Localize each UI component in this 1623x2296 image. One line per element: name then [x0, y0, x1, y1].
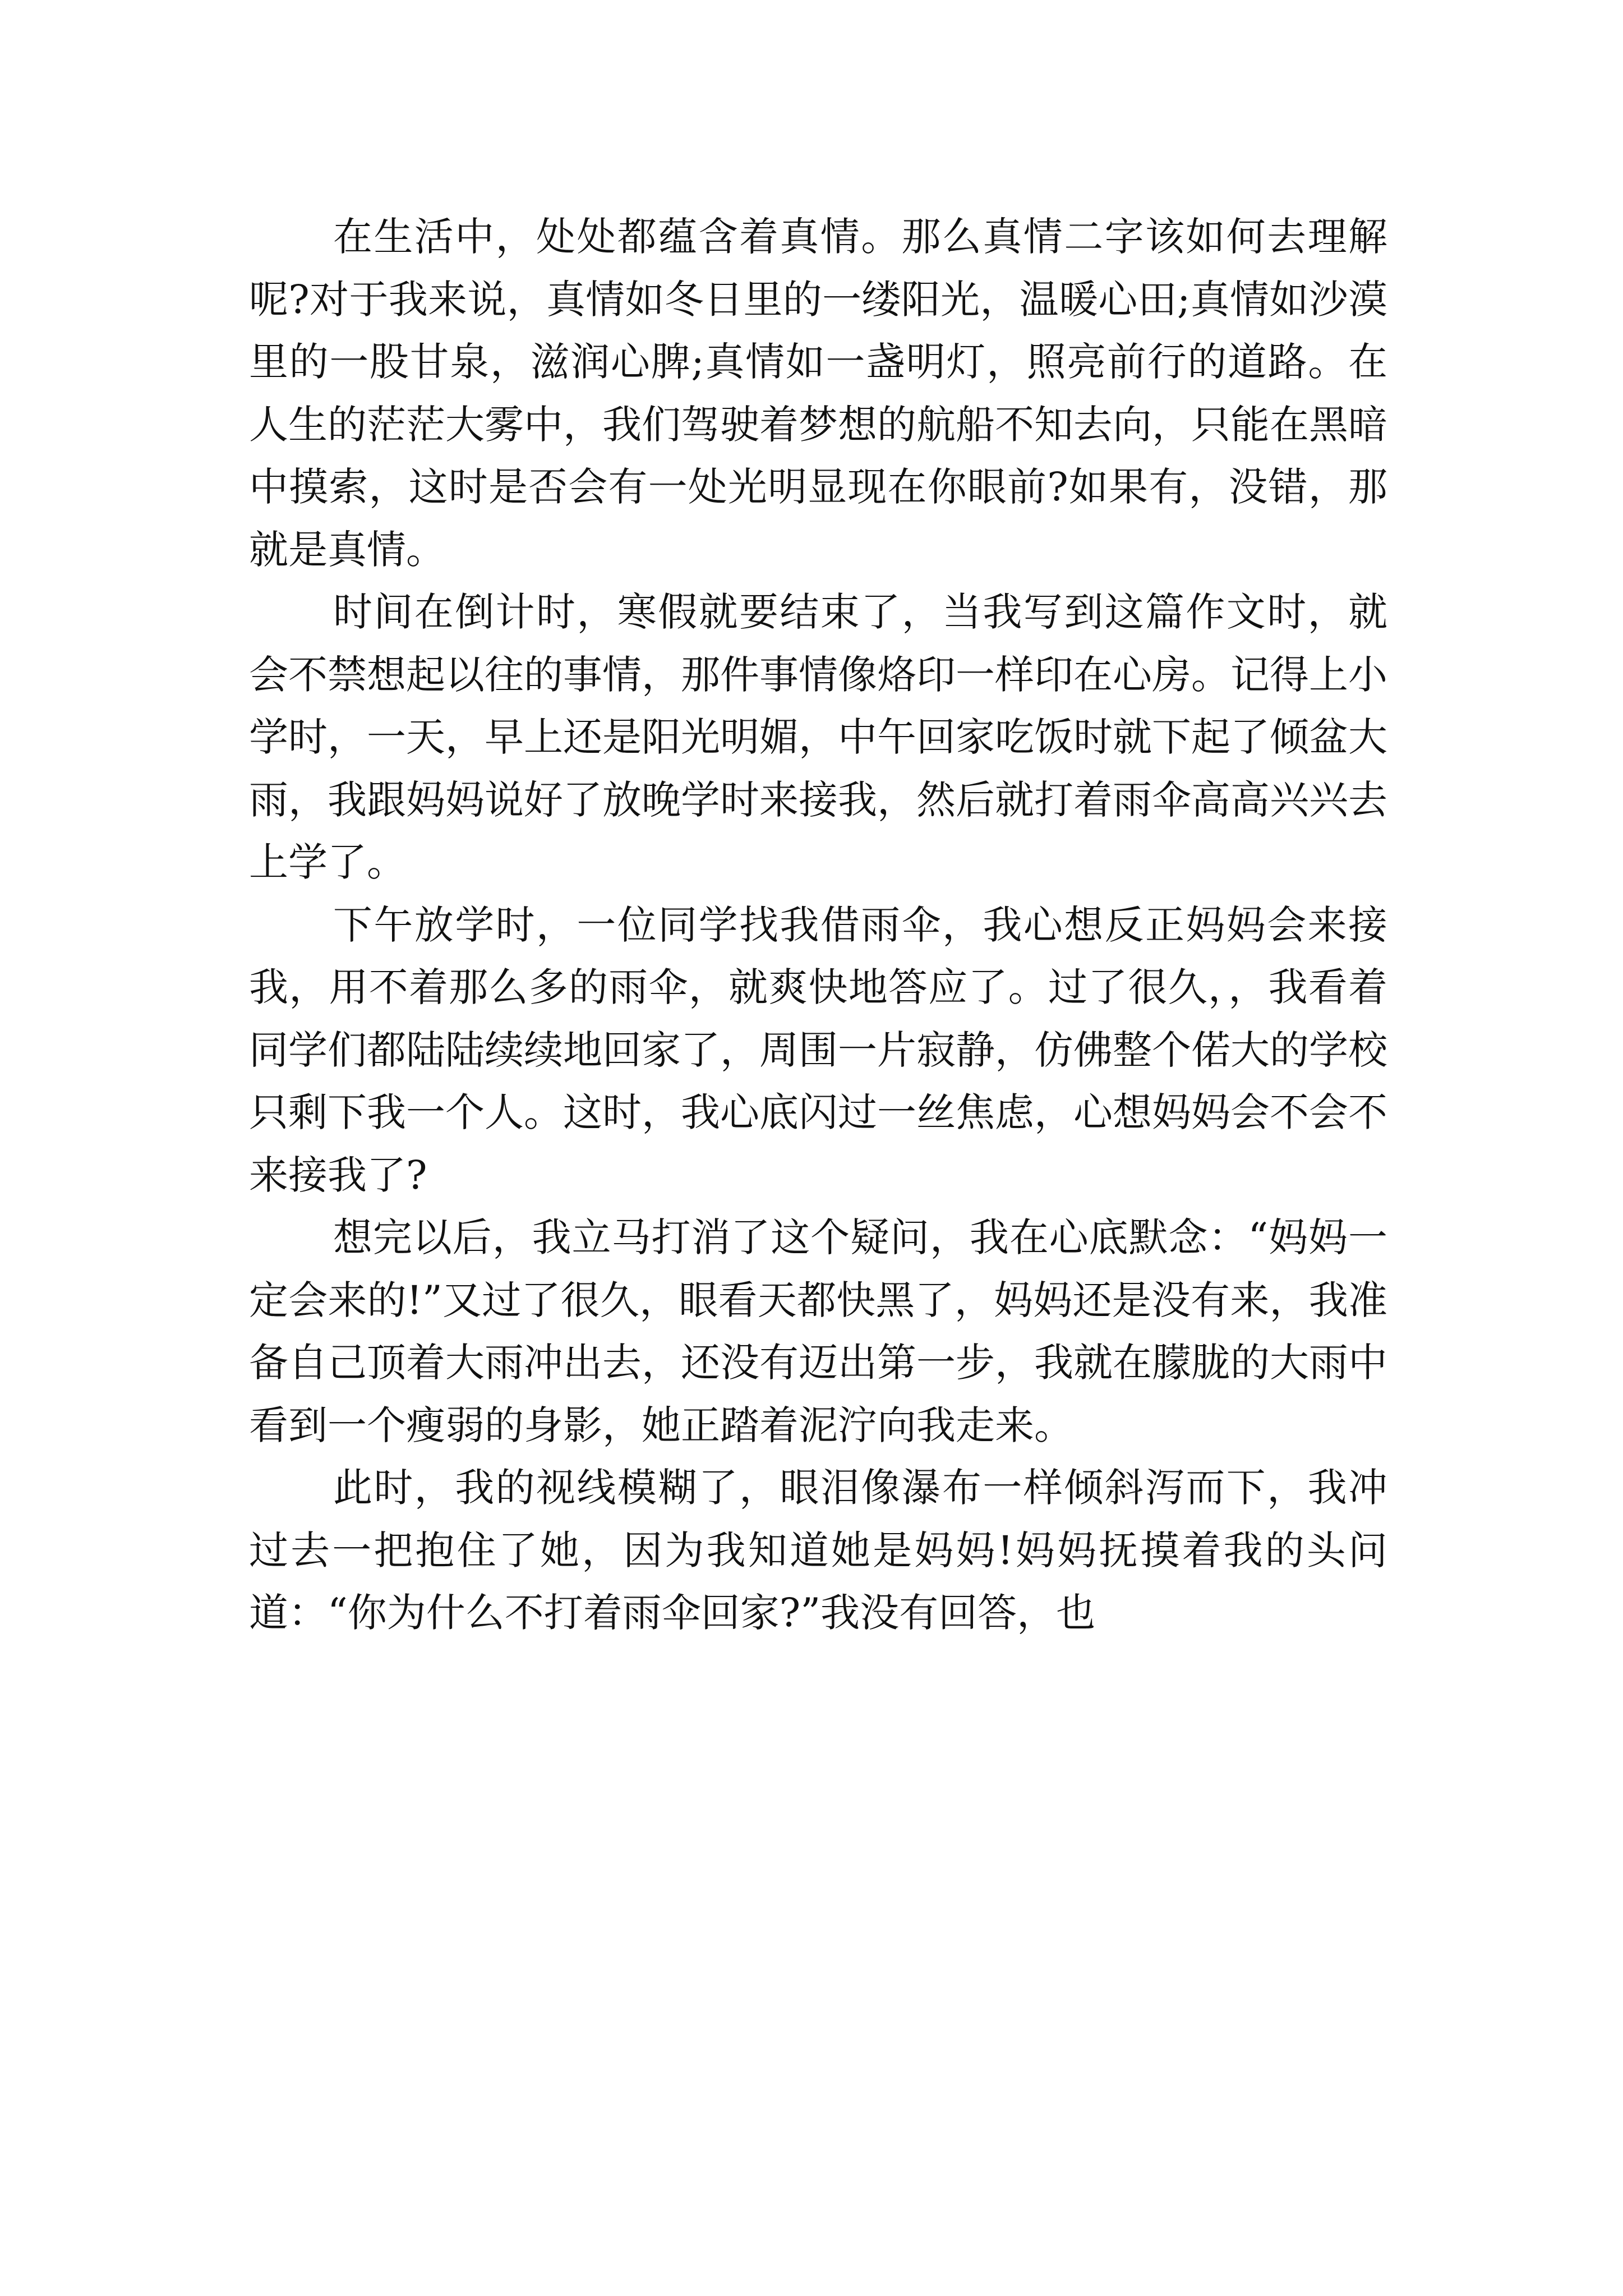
paragraph-1: 在生活中，处处都蕴含着真情。那么真情二字该如何去理解呢?对于我来说，真情如冬日里的一缕阳光，温暖心田;真情如沙漠里的一股甘泉，滋润心脾;真情如一盏明灯，照亮前行的道路。在人生的茫茫大雾中，我们驾驶着梦想的航船不知去向，只能在黑暗中摸索，这时是否会有一处光明显现在你眼前?如果有，没错，那就是真情。 [249, 214, 1387, 573]
paragraph-3: 下午放学时，一位同学找我借雨伞，我心想反正妈妈会来接我，用不着那么多的雨伞，就爽快地答应了。过了很久，，我看着同学们都陆陆续续地回家了，周围一片寂静，仿佛整个偌大的学校只剩下我一个人。这时，我心底闪过一丝焦虑，心想妈妈会不会不来接我了? [249, 901, 1387, 1198]
document-body [249, 206, 1387, 1645]
paragraph-2: 时间在倒计时，寒假就要结束了，当我写到这篇作文时，就会不禁想起以往的事情，那件事情像烙印一样印在心房。记得上小学时，一天，早上还是阳光明媚，中午回家吃饭时就下起了倾盆大雨，我跟妈妈说好了放晚学时来接我，然后就打着雨伞高高兴兴去上学了。 [249, 589, 1387, 885]
paragraph-4: 想完以后，我立马打消了这个疑问，我在心底默念：“妈妈一定会来的!”又过了很久，眼看天都快黑了，妈妈还是没有来，我准备自己顶着大雨冲出去，还没有迈出第一步，我就在朦胧的大雨中看到一个瘦弱的身影，她正踏着泥泞向我走来。 [249, 1214, 1387, 1448]
paragraph-5: 此时，我的视线模糊了，眼泪像瀑布一样倾斜泻而下，我冲过去一把抱住了她，因为我知道她是妈妈!妈妈抚摸着我的头问道：“你为什么不打着雨伞回家?”我没有回答，也 [249, 1465, 1387, 1636]
